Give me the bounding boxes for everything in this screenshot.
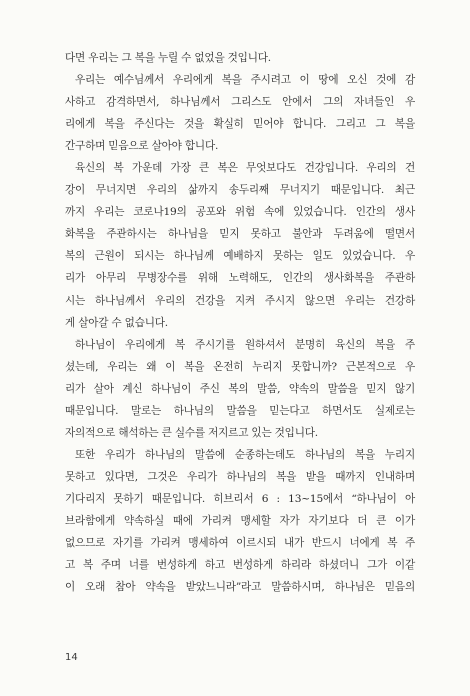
text-line: 셨는데, 우리는 왜 이 복을 온전히 누리지 못합니까? 근본적으로 우: [65, 360, 415, 373]
text-line: 기다리지 못하기 때문입니다. 히브리서 6 : 13~15에서 “하나님이 아: [65, 492, 415, 505]
paragraph-first-line: 육신의 복 가운데 가장 큰 복은 무엇보다도 건강입니다. 우리의 건: [75, 162, 415, 175]
paragraph-first-line: 또한 우리가 하나님의 말씀에 순종하는데도 하나님의 복을 누리지: [75, 448, 415, 461]
text-line: 복의 근원이 되시는 하나님께 예배하지 못하는 일도 있었습니다. 우: [65, 250, 415, 263]
text-line: 화복을 주관하시는 하나님을 믿지 못하고 불안과 두려움에 떨면서: [65, 228, 415, 241]
text-line: 고 복 주며 너를 번성하게 하고 번성하게 하리라 하셨더니 그가 이같: [65, 559, 415, 572]
text-line: 브라함에게 약속하실 때에 가리켜 맹세할 자가 자기보다 더 큰 이가: [65, 514, 415, 527]
text-line: 자의적으로 해석하는 큰 실수를 저지르고 있는 것입니다.: [65, 426, 318, 439]
text-line: 까지 우리는 코로나19의 공포와 위험 속에 있었습니다. 인간의 생사: [65, 206, 415, 219]
text-line: 간구하며 믿음으로 살아야 합니다.: [65, 140, 219, 153]
body-text: [65, 47, 415, 598]
text-line: 게 살아갈 수 없습니다.: [65, 316, 168, 329]
text-line: 리에게 복을 주신다는 것을 확실히 믿어야 합니다. 그리고 그 복을: [65, 118, 415, 131]
page-number: 14: [65, 652, 78, 663]
paragraph-first-line: 하나님이 우리에게 복 주시기를 원하셔서 분명히 육신의 복을 주: [75, 338, 415, 351]
text-line: 이 오래 참아 약속을 받았느니라”라고 말씀하시며, 하나님은 믿음의: [65, 581, 415, 594]
text-line: 시는 하나님께서 우리의 건강을 지켜 주시지 않으면 우리는 건강하: [65, 294, 415, 307]
text-line: 때문입니다. 말로는 하나님의 말씀을 믿는다고 하면서도 실제로는: [65, 404, 415, 417]
paragraph-first-line: 우리는 예수님께서 우리에게 복을 주시려고 이 땅에 오신 것에 감: [75, 74, 415, 87]
text-line: 못하고 있다면, 그것은 우리가 하나님의 복을 받을 때까지 인내하며: [65, 470, 415, 483]
text-line: 다면 우리는 그 복을 누릴 수 없었을 것입니다.: [65, 52, 271, 64]
text-line: 리가 살아 계신 하나님이 주신 복의 말씀, 약속의 말씀을 믿지 않기: [65, 382, 415, 395]
text-line: 없으므로 자기를 가리켜 맹세하여 이르시되 내가 반드시 너에게 복 주: [65, 537, 415, 550]
text-line: 리가 아무리 무병장수를 위해 노력해도, 인간의 생사화복을 주관하: [65, 272, 415, 285]
text-line: 사하고 감격하면서, 하나님께서 그리스도 안에서 그의 자녀들인 우: [65, 96, 415, 109]
text-line: 강이 무너지면 우리의 삶까지 송두리째 무너지기 때문입니다. 최근: [65, 184, 415, 197]
